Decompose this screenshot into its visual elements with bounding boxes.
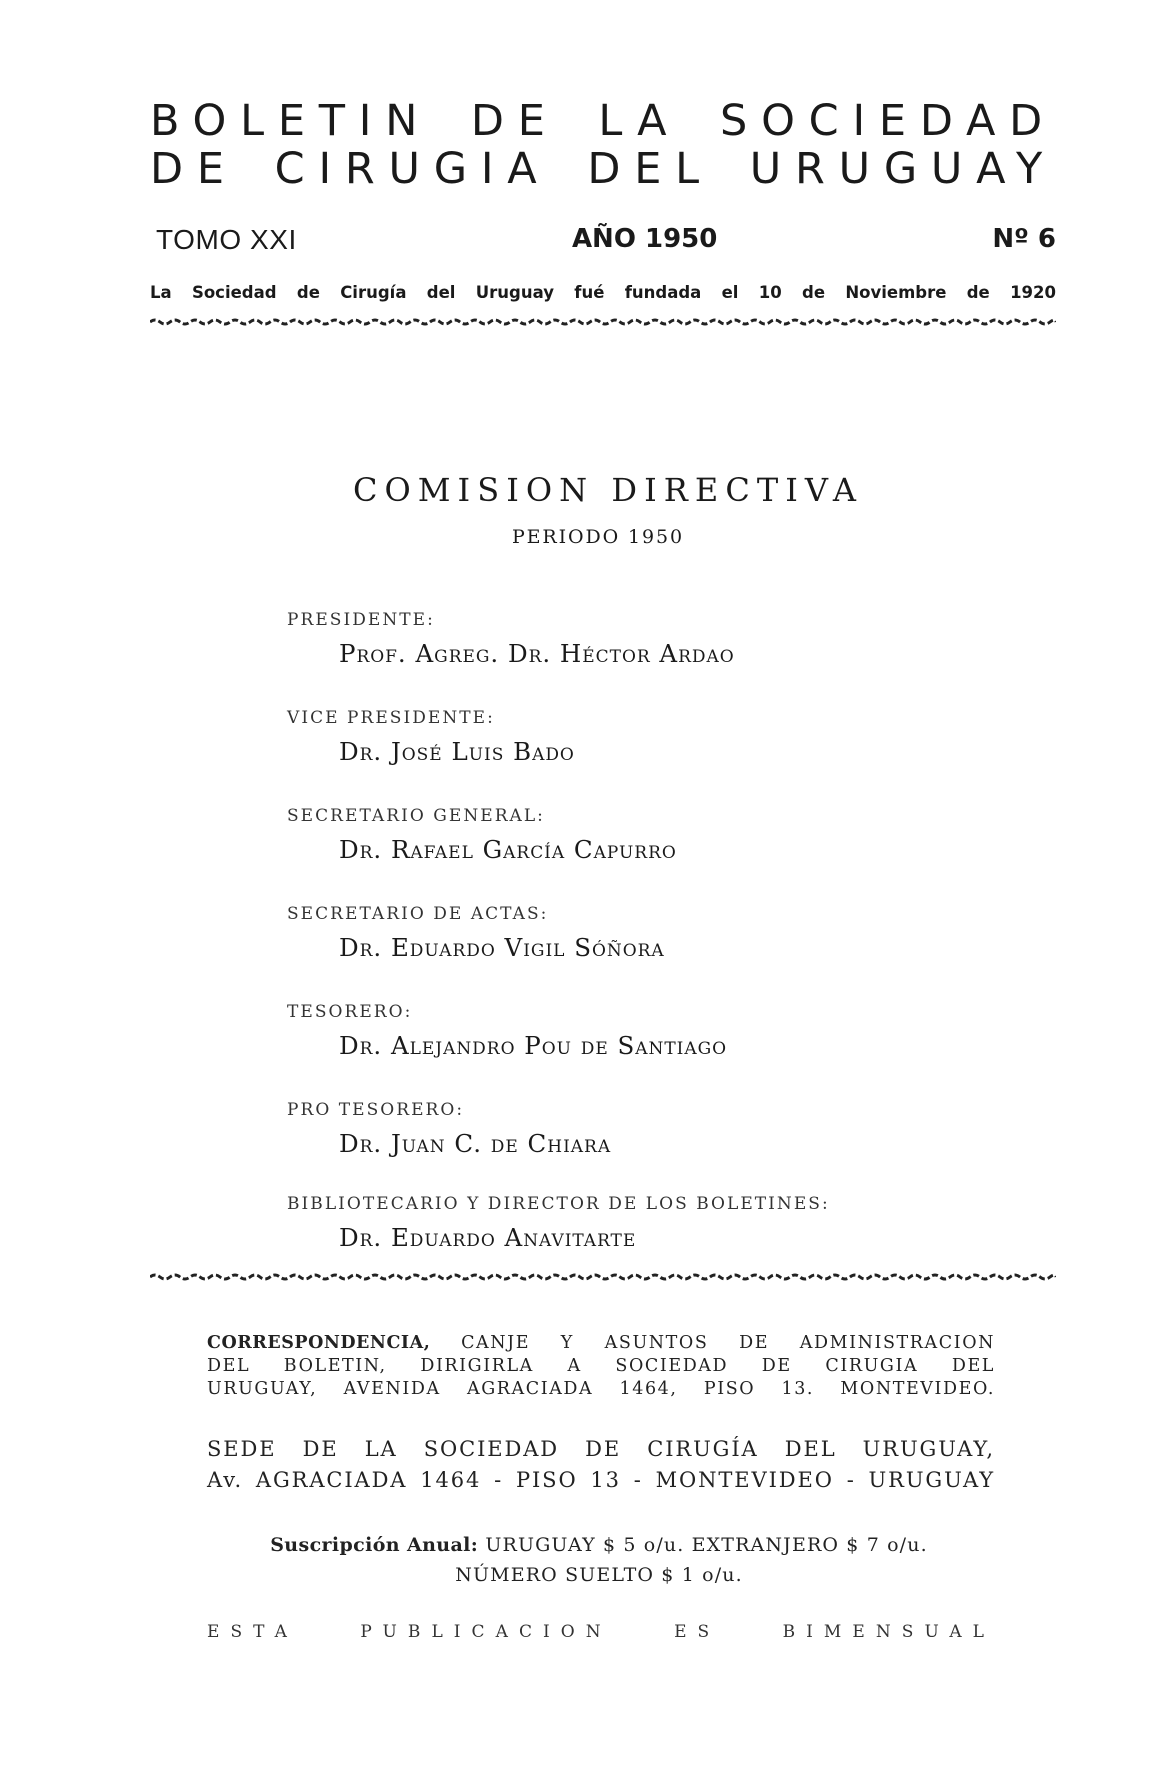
- issue-meta-row: [156, 226, 1056, 254]
- role-label: TESORERO:: [287, 1002, 413, 1022]
- frequency-word: ESTA: [207, 1622, 298, 1642]
- title-word: DE: [470, 96, 559, 146]
- journal-title-line-2: [150, 144, 1056, 194]
- title-word: CIRUGIA: [274, 144, 551, 194]
- member-name: Dr. Eduardo Anavitarte: [339, 1223, 637, 1252]
- member-name: Dr. Rafael García Capurro: [339, 835, 677, 864]
- correspondence-lead: CORRESPONDENCIA,: [207, 1333, 431, 1353]
- role-label: VICE PRESIDENTE:: [287, 708, 495, 728]
- correspondence-text: CANJE Y ASUNTOS DE ADMINISTRACION: [461, 1333, 996, 1353]
- member-name: Dr. Eduardo Vigil Sóñora: [339, 933, 665, 962]
- title-word: DE: [150, 144, 238, 194]
- address-line: Av. AGRACIADA 1464 - PISO 13 - MONTEVIDEO - URUGUAY: [207, 1468, 995, 1492]
- volume-label: TOMO XXI: [156, 224, 297, 255]
- founded-note: La Sociedad de Cirugía del Uruguay fué fundada el 10 de Noviembre de 1920: [150, 283, 1056, 302]
- role-label: BIBLIOTECARIO Y DIRECTOR DE LOS BOLETINES:: [287, 1194, 830, 1214]
- role-label: SECRETARIO GENERAL:: [287, 806, 545, 826]
- address-line: SEDE DE LA SOCIEDAD DE CIRUGÍA DEL URUGUAY,: [207, 1437, 995, 1461]
- subscription-prices: URUGUAY $ 5 o/u. EXTRANJERO $ 7 o/u.: [485, 1534, 928, 1556]
- title-word: BOLETIN: [150, 96, 432, 146]
- frequency-word: ES: [674, 1622, 721, 1642]
- subscription-line: [203, 1530, 995, 1560]
- title-word: SOCIEDAD: [720, 96, 1056, 146]
- committee-title: COMISION DIRECTIVA: [352, 471, 864, 509]
- correspondence-note: [207, 1332, 995, 1401]
- decorative-rule-top: [150, 318, 1056, 326]
- title-word: LA: [598, 96, 681, 146]
- member-name: Dr. José Luis Bado: [339, 737, 575, 766]
- correspondence-line: URUGUAY, AVENIDA AGRACIADA 1464, PISO 13. MONTEVIDEO.: [207, 1379, 995, 1399]
- member-name: Prof. Agreg. Dr. Héctor Ardao: [339, 639, 735, 668]
- frequency-word: BIMENSUAL: [782, 1622, 995, 1642]
- correspondence-line: [207, 1332, 995, 1355]
- title-word: URUGUAY: [749, 144, 1056, 194]
- single-issue-price: NÚMERO SUELTO $ 1 o/u.: [455, 1564, 743, 1586]
- role-label: PRESIDENTE:: [287, 610, 435, 630]
- year-label: AÑO 1950: [571, 224, 718, 254]
- correspondence-line: DEL BOLETIN, DIRIGIRLA A SOCIEDAD DE CIRUGIA DEL: [207, 1356, 995, 1376]
- frequency-word: PUBLICACION: [360, 1622, 612, 1642]
- role-label: SECRETARIO DE ACTAS:: [287, 904, 549, 924]
- issue-number: Nº 6: [992, 224, 1056, 254]
- member-name: Dr. Alejandro Pou de Santiago: [339, 1031, 728, 1060]
- journal-title-line-1: [150, 96, 1056, 146]
- role-label: PRO TESORERO:: [287, 1100, 465, 1120]
- member-name: Dr. Juan C. de Chiara: [339, 1129, 612, 1158]
- publication-frequency: [207, 1624, 995, 1641]
- headquarters-address: [207, 1434, 995, 1496]
- committee-period: PERIODO 1950: [511, 526, 685, 548]
- title-word: DEL: [587, 144, 713, 194]
- decorative-rule-bottom: [150, 1273, 1056, 1281]
- subscription-lead: Suscripción Anual:: [270, 1534, 479, 1556]
- subscription-info: [203, 1530, 995, 1590]
